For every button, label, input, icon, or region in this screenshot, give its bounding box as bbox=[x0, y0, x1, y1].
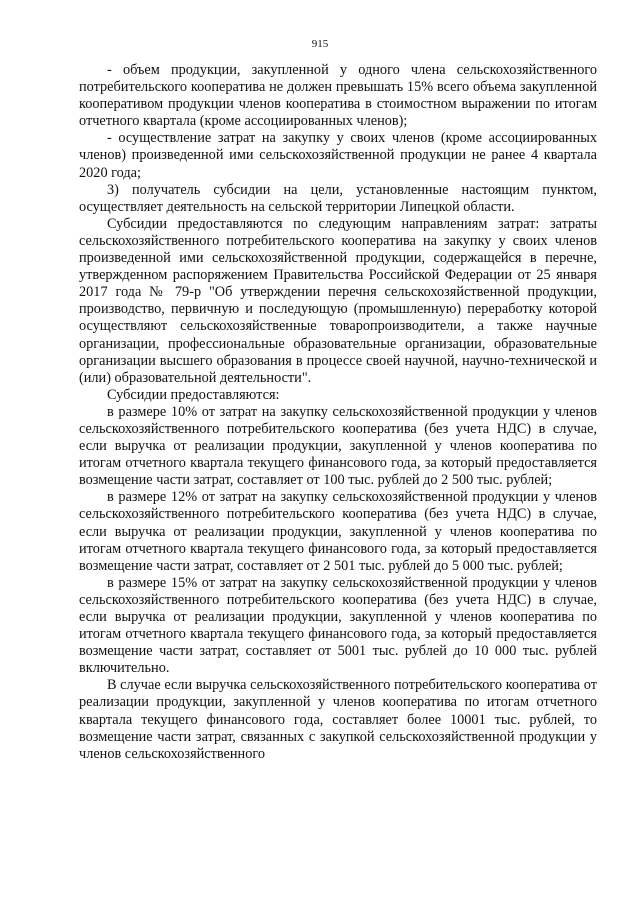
paragraph-cost-directions: Субсидии предоставляются по следующим направлениям затрат: затраты сельскохозяйственного потребительского кооператива на закупку у своих членов произведенной ими сельскохозяйственной продукции, содержащейся в перечне, утвержденном распоряжением Правительства Российской Федерации от 25 января 2017 года № 79-р "Об утверждении перечня сельскохозяйственной продукции, производство, первичную и последующую (промышленную) переработку которой осуществляют сельскохозяйственные товаропроизводители, а также научные организации, профессиональные образовательные организации, образовательные организации высшего образования в процессе своей научной, научно-технической и (или) образовательной деятельности". bbox=[79, 215, 597, 386]
document-body bbox=[79, 62, 597, 763]
paragraph-rate-10-percent: в размере 10% от затрат на закупку сельскохозяйственной продукции у членов сельскохозяйственного потребительского кооператива (без учета НДС) в случае, если выручка от реализации продукции, закупленной у членов кооператива по итогам отчетного квартала текущего финансового года, за который предоставляется возмещение части затрат, составляет от 100 тыс. рублей до 2 500 тыс. рублей; bbox=[79, 403, 597, 489]
paragraph-cost-timing: - осуществление затрат на закупку у своих членов (кроме ассоциированных членов) произведенной ими сельскохозяйственной продукции не ранее 4 квартала 2020 года; bbox=[79, 130, 597, 181]
paragraph-rate-12-percent: в размере 12% от затрат на закупку сельскохозяйственной продукции у членов сельскохозяйственного потребительского кооператива (без учета НДС) в случае, если выручка от реализации продукции, закупленной у членов кооператива по итогам отчетного квартала текущего финансового года, за который предоставляется возмещение части затрат, составляет от 2 501 тыс. рублей до 5 000 тыс. рублей; bbox=[79, 489, 597, 574]
page-number: 915 bbox=[311, 38, 329, 50]
paragraph-subsidies-provided: Субсидии предоставляются: bbox=[107, 386, 280, 403]
paragraph-revenue-over-limit: В случае если выручка сельскохозяйственного потребительского кооператива от реализации продукции, закупленной у членов кооператива по итогам отчетного квартала текущего финансового года, составляет более 10001 тыс. рублей, то возмещение части затрат, связанных с закупкой сельскохозяйственной продукции у членов сельскохозяйственного bbox=[79, 677, 597, 762]
paragraph-volume-limit: - объем продукции, закупленной у одного члена сельскохозяйственного потребительского кооператива не должен превышать 15% всего объема закупленной кооперативом продукции членов кооператива в стоимостном выражении по итогам отчетного квартала (кроме ассоциированных членов); bbox=[79, 62, 597, 130]
paragraph-rate-15-percent: в размере 15% от затрат на закупку сельскохозяйственной продукции у членов сельскохозяйственного потребительского кооператива (без учета НДС) в случае, если выручка от реализации продукции, закупленной у членов кооператива по итогам отчетного квартала текущего финансового года, за который предоставляется возмещение части затрат, составляет от 5001 тыс. рублей до 10 000 тыс. рублей включительно. bbox=[79, 574, 597, 677]
paragraph-rural-territory: 3) получатель субсидии на цели, установленные настоящим пунктом, осуществляет деятельность на сельской территории Липецкой области. bbox=[79, 181, 597, 215]
